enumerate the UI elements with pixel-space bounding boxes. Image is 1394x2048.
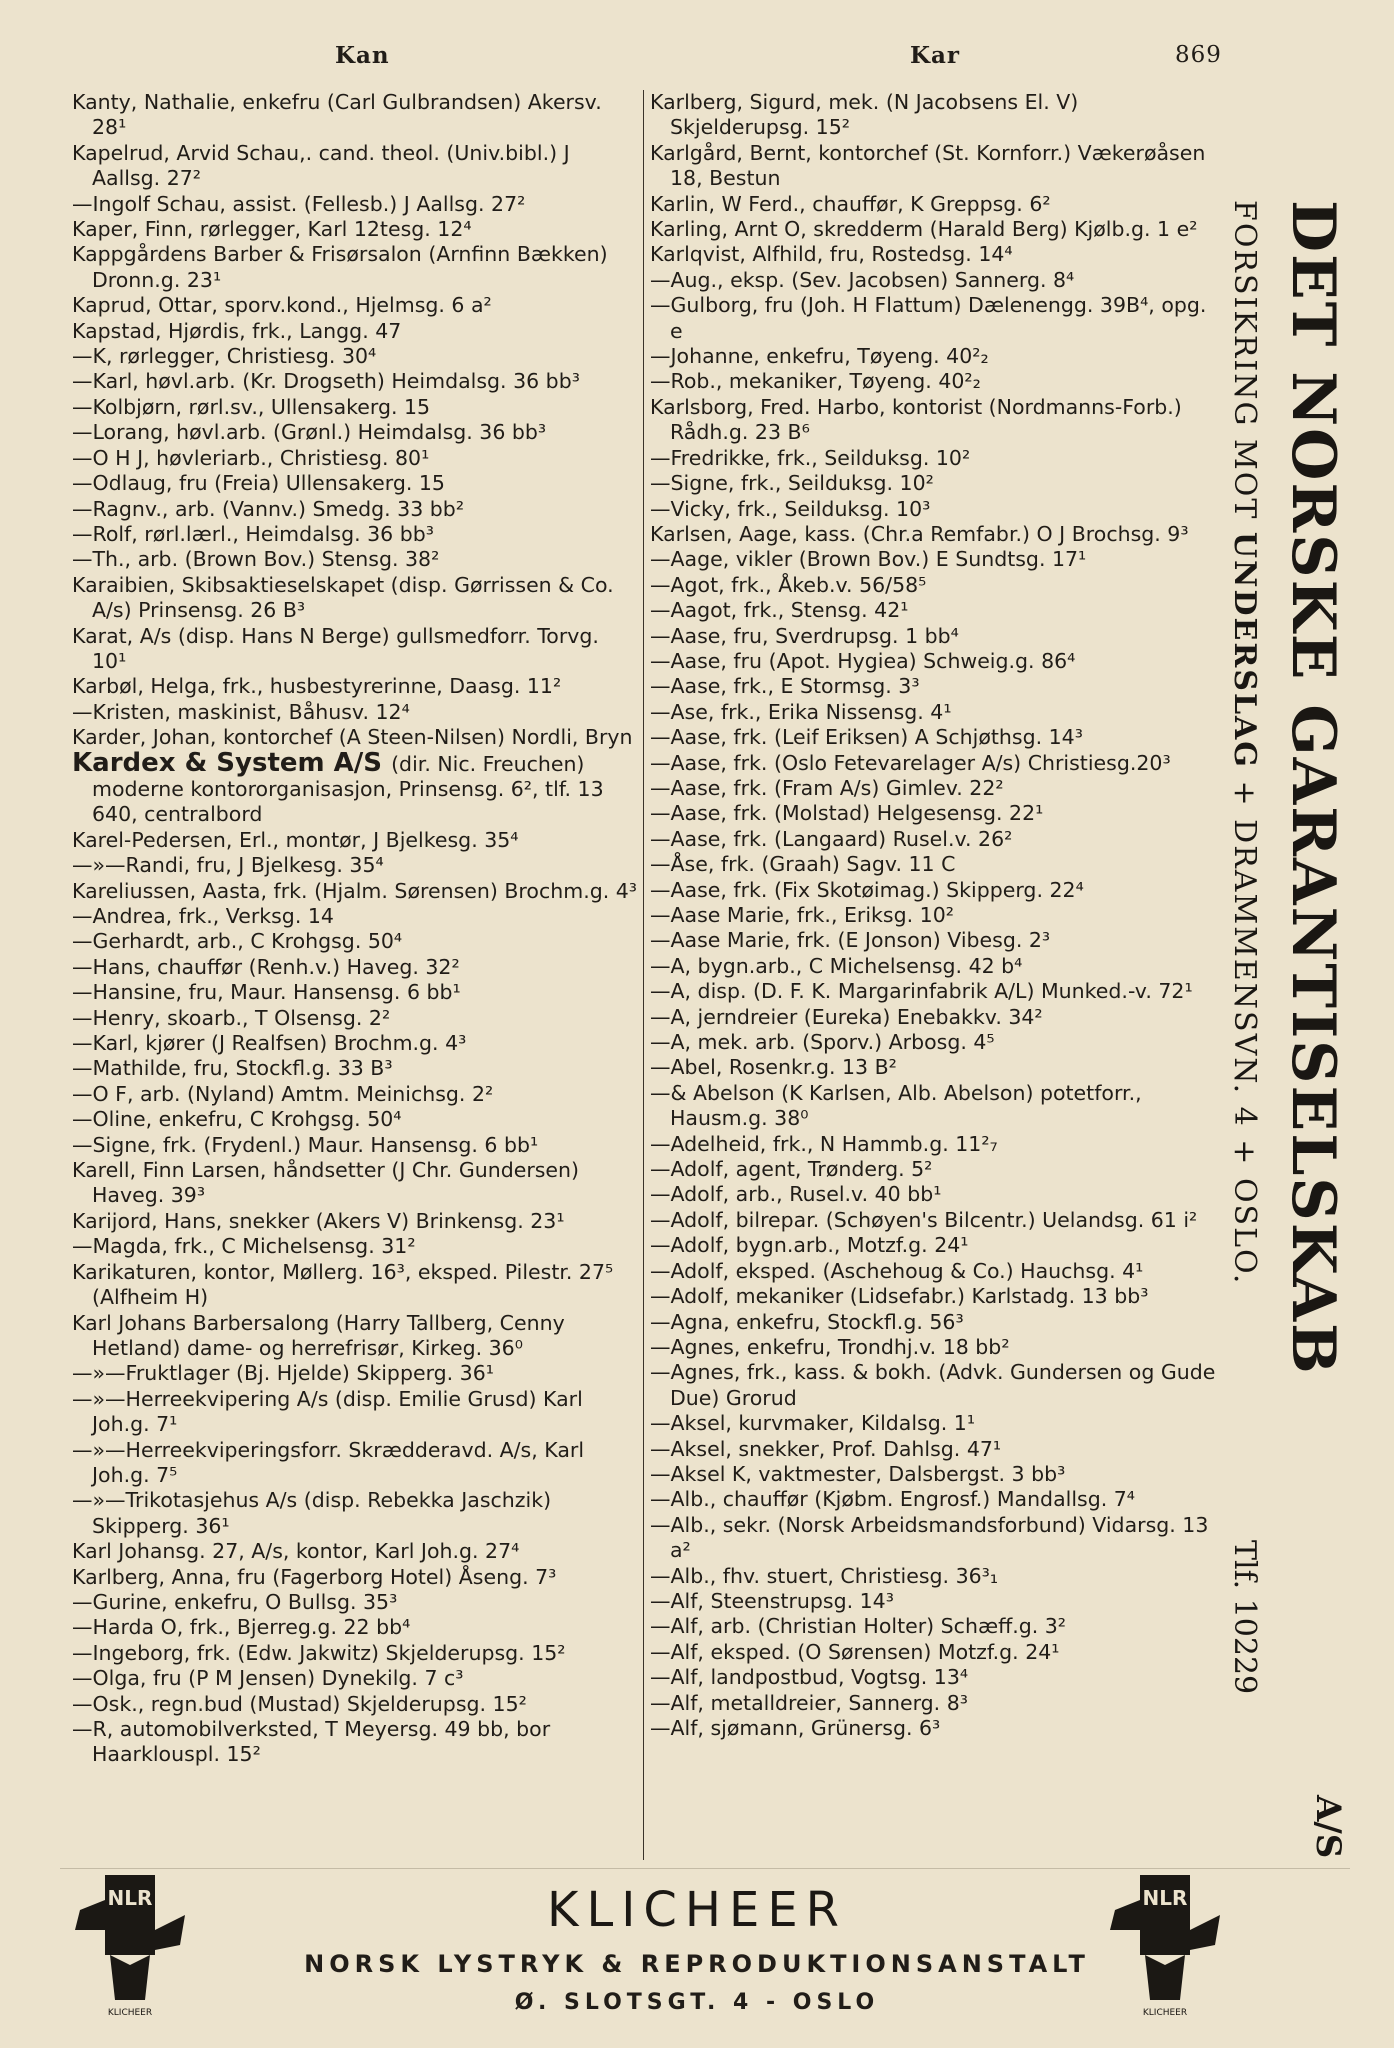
directory-entry: Karlsborg, Fred. Harbo, kontorist (Nordmanns-Forb.) Rådh.g. 23 B⁶ xyxy=(650,394,1182,445)
directory-entry: —Karl, kjører (J Realfsen) Brochm.g. 4³ xyxy=(72,1031,467,1056)
directory-entry: —»—Trikotasjehus A/s (disp. Rebekka Jaschzik) Skipperg. 36¹ xyxy=(72,1488,552,1538)
logo-text-left: NLR xyxy=(107,1886,153,1910)
directory-entry: Karl Johansg. 27, A/s, kontor, Karl Joh.g. 27⁴ xyxy=(72,1539,520,1564)
ad-tagline-b: UNDERSLAG xyxy=(1227,531,1262,769)
directory-entry: —Oline, enkefru, C Krohgsg. 50⁴ xyxy=(72,1107,402,1132)
directory-entry: —Kristen, maskinist, Båhusv. 12⁴ xyxy=(72,699,410,724)
directory-entry: —Aksel, kurvmaker, Kildalsg. 1¹ xyxy=(650,1411,976,1436)
directory-entry: —Alf, Steenstrupsg. 14³ xyxy=(650,1588,894,1613)
directory-entry: —Lorang, høvl.arb. (Grønl.) Heimdalsg. 36 bb³ xyxy=(72,420,547,445)
directory-entry: —Ase, frk., Erika Nissensg. 4¹ xyxy=(650,699,952,724)
directory-entry: —Alf, eksped. (O Sørensen) Motzf.g. 24¹ xyxy=(650,1639,1060,1664)
directory-entry: —Ingeborg, frk. (Edw. Jakwitz) Skjelderupsg. 15² xyxy=(72,1640,566,1665)
directory-entry xyxy=(72,747,637,828)
directory-entry: —Alb., chauffør (Kjøbm. Engrosf.) Mandallsg. 7⁴ xyxy=(650,1487,1136,1512)
directory-entry: —Aagot, frk., Stensg. 42¹ xyxy=(650,598,909,623)
directory-entry: —Aase, fru, Sverdrupsg. 1 bb⁴ xyxy=(650,623,959,648)
directory-entry: —R, automobilverksted, T Meyersg. 49 bb, bor Haarklouspl. 15² xyxy=(72,1717,551,1767)
directory-entry: —Adolf, bygn.arb., Motzf.g. 24¹ xyxy=(650,1233,969,1258)
directory-entry: —Andrea, frk., Verksg. 14 xyxy=(72,904,334,928)
directory-entry: —Th., arb. (Brown Bov.) Stensg. 38² xyxy=(72,547,440,572)
left-column xyxy=(72,90,637,1768)
directory-entry: —Alf, metalldreier, Sannerg. 8³ xyxy=(650,1690,968,1715)
ad-tagline-c: + DRAMMENSVN. 4 + OSLO. xyxy=(1227,768,1262,1286)
directory-entry: —Agot, frk., Åkeb.v. 56/58⁵ xyxy=(650,572,927,597)
entry-emphasis: Kardex & System A/S xyxy=(72,747,392,778)
directory-entry: —Åse, frk. (Graah) Sagv. 11 C xyxy=(650,852,956,877)
directory-entry: —Rob., mekaniker, Tøyeng. 40²₂ xyxy=(650,369,981,394)
directory-entry: Kanty, Nathalie, enkefru (Carl Gulbrandsen) Akersv. 28¹ xyxy=(72,90,602,140)
directory-entry: Karlberg, Anna, fru (Fagerborg Hotel) Åseng. 7³ xyxy=(72,1564,557,1589)
directory-entry: —A, jerndreier (Eureka) Enebakkv. 34² xyxy=(650,1004,1043,1029)
directory-entry: —Aksel K, vaktmester, Dalsbergst. 3 bb³ xyxy=(650,1461,1066,1486)
directory-entry: —Odlaug, fru (Freia) Ullensakerg. 15 xyxy=(72,471,445,496)
directory-entry: —Aase, frk. (Fram A/s) Gimlev. 22² xyxy=(650,775,1004,800)
vertical-advertisement xyxy=(1208,200,1358,1880)
klicheer-title: KLICHEER xyxy=(547,1882,847,1938)
directory-entry: Karl Johans Barbersalong (Harry Tallberg, Cenny Hetland) dame- og herrefrisør, Kirkeg. 36⁰ xyxy=(72,1310,565,1360)
logo-text-right: NLR xyxy=(1142,1886,1188,1910)
directory-entry: —Karl, høvl.arb. (Kr. Drogseth) Heimdalsg. 36 bb³ xyxy=(72,369,580,394)
directory-entry: —Osk., regn.bud (Mustad) Skjelderupsg. 15² xyxy=(72,1691,527,1716)
directory-entry: —Aase, fru (Apot. Hygiea) Schweig.g. 86⁴ xyxy=(650,648,1076,673)
directory-entry: —»—Fruktlager (Bj. Hjelde) Skipperg. 36¹ xyxy=(72,1361,494,1386)
directory-entry: —Henry, skoarb., T Olsensg. 2² xyxy=(72,1005,391,1030)
directory-entry: —Alf, arb. (Christian Holter) Schæff.g. 3² xyxy=(650,1614,1067,1639)
directory-entry: Karlberg, Sigurd, mek. (N Jacobsens El. V) Skjelderupsg. 15² xyxy=(650,90,1079,140)
directory-entry: —Aug., eksp. (Sev. Jacobsen) Sannerg. 8⁴ xyxy=(650,267,1075,292)
directory-entry: —Adolf, agent, Trønderg. 5² xyxy=(650,1157,933,1182)
directory-entry: Karat, A/s (disp. Hans N Berge) gullsmedforr. Torvg. 10¹ xyxy=(72,623,599,673)
directory-entry: Karel-Pedersen, Erl., montør, J Bjelkesg. 35⁴ xyxy=(72,827,519,852)
directory-entry: —Olga, fru (P M Jensen) Dynekilg. 7 c³ xyxy=(72,1666,464,1691)
directory-entry: Kapelrud, Arvid Schau,. cand. theol. (Univ.bibl.) J Aallsg. 27² xyxy=(72,140,570,191)
directory-entry: —Aase Marie, frk., Eriksg. 10² xyxy=(650,903,954,927)
directory-entry: —Johanne, enkefru, Tøyeng. 40²₂ xyxy=(650,344,989,369)
running-header-right: Kar xyxy=(910,42,961,69)
directory-entry: Karling, Arnt O, skredderm (Harald Berg) Kjølb.g. 1 e² xyxy=(650,217,1198,242)
directory-entry: —Agnes, frk., kass. & bokh. (Advk. Gundersen og Gude Due) Grorud xyxy=(650,1360,1216,1410)
directory-entry: —O F, arb. (Nyland) Amtm. Meinichsg. 2² xyxy=(72,1081,494,1106)
directory-entry: —Ragnv., arb. (Vannv.) Smedg. 33 bb² xyxy=(72,496,465,521)
directory-entry: —Adelheid, frk., N Hammb.g. 11²₇ xyxy=(650,1131,998,1156)
directory-entry: —Signe, frk. (Frydenl.) Maur. Hansensg. 6 bb¹ xyxy=(72,1132,539,1157)
directory-entry: —A, bygn.arb., C Michelsensg. 42 b⁴ xyxy=(650,953,1023,978)
directory-entry: Kareliussen, Aasta, frk. (Hjalm. Sørensen) Brochm.g. 4³ xyxy=(72,878,638,903)
directory-entry: Karlin, W Ferd., chauffør, K Greppsg. 6² xyxy=(650,191,1051,216)
directory-entry: —Aase, frk. (Oslo Fetevarelager A/s) Christiesg.20³ xyxy=(650,750,1171,775)
running-header-left: Kan xyxy=(335,42,390,69)
ad-tagline-a: FORSIKRING MOT xyxy=(1227,200,1262,532)
bottom-rule xyxy=(60,1868,1350,1869)
directory-entry: —Gerhardt, arb., C Krohgsg. 50⁴ xyxy=(72,929,403,954)
directory-entry: —Aase Marie, frk. (E Jonson) Vibesg. 2³ xyxy=(650,928,1051,953)
directory-entry: —A, disp. (D. F. K. Margarinfabrik A/L) Munked.-v. 72¹ xyxy=(650,979,1193,1004)
directory-entry: —Signe, frk., Seilduksg. 10² xyxy=(650,471,934,496)
directory-entry: —Alb., fhv. stuert, Christiesg. 36³₁ xyxy=(650,1563,999,1588)
directory-entry: —Vicky, frk., Seilduksg. 10³ xyxy=(650,496,931,521)
logo-caption-left: KLICHEER xyxy=(107,2008,153,2018)
directory-entry: —Alb., sekr. (Norsk Arbeidsmandsforbund) Vidarsg. 13 a² xyxy=(650,1512,1209,1563)
klicheer-subtitle: NORSK LYSTRYK & REPRODUKTIONSANSTALT xyxy=(304,1950,1090,1978)
directory-entry: Karder, Johan, kontorchef (A Steen-Nilsen) Nordli, Bryn xyxy=(72,725,633,750)
klicheer-address: Ø. SLOTSGT. 4 - OSLO xyxy=(514,1990,880,2015)
logo-caption-right: KLICHEER xyxy=(1142,2008,1188,2018)
right-column xyxy=(650,90,1218,1741)
directory-entry: Kappgårdens Barber & Frisørsalon (Arnfinn Bækken) Dronn.g. 23¹ xyxy=(72,242,608,292)
directory-entry: —A, mek. arb. (Sporv.) Arbosg. 4⁵ xyxy=(650,1030,995,1055)
directory-entry: —»—Herreekviperingsforr. Skrædderavd. A/s, Karl Joh.g. 7⁵ xyxy=(72,1437,585,1487)
directory-entry: —Fredrikke, frk., Seilduksg. 10² xyxy=(650,445,971,470)
directory-entry: —Aase, frk. (Langaard) Rusel.v. 26² xyxy=(650,826,1013,851)
directory-entry: —Kolbjørn, rørl.sv., Ullensakerg. 15 xyxy=(72,394,431,419)
directory-entry: Karlgård, Bernt, kontorchef (St. Kornforr.) Vækerøåsen 18, Bestun xyxy=(650,140,1206,191)
directory-entry: —O H J, høvleriarb., Christiesg. 80¹ xyxy=(72,445,430,470)
directory-entry: —Gurine, enkefru, O Bullsg. 35³ xyxy=(72,1589,398,1614)
directory-entry: —Alf, landpostbud, Vogtsg. 13⁴ xyxy=(650,1665,969,1690)
ad-tagline xyxy=(1227,200,1262,1285)
directory-entry: —Aase, frk., E Stormsg. 3³ xyxy=(650,674,920,699)
directory-entry: —»—Randi, fru, J Bjelkesg. 35⁴ xyxy=(72,853,384,878)
directory-entry: —Adolf, mekaniker (Lidsefabr.) Karlstadg. 13 bb³ xyxy=(650,1284,1149,1309)
directory-entry: —Hansine, fru, Maur. Hansensg. 6 bb¹ xyxy=(72,980,461,1005)
directory-entry: —Aage, vikler (Brown Bov.) E Sundtsg. 17¹ xyxy=(650,547,1087,572)
directory-entry: —Adolf, arb., Rusel.v. 40 bb¹ xyxy=(650,1182,942,1207)
directory-entry: —Agna, enkefru, Stockfl.g. 56³ xyxy=(650,1309,964,1334)
directory-entry: Kaprud, Ottar, sporv.kond., Hjelmsg. 6 a² xyxy=(72,293,492,318)
directory-entry: Karaibien, Skibsaktieselskapet (disp. Gørrissen & Co. A/s) Prinsensg. 26 B³ xyxy=(72,572,614,623)
directory-entry: —Aase, frk. (Leif Eriksen) A Schjøthsg. 14³ xyxy=(650,725,1083,750)
directory-entry: —Agnes, enkefru, Trondhj.v. 18 bb² xyxy=(650,1334,1010,1359)
directory-entry: Karlsen, Aage, kass. (Chr.a Remfabr.) O J Brochsg. 9³ xyxy=(650,521,1189,546)
entry-text: (dir. Nic. Freuchen) moderne kontororganisasjon, Prinsensg. 6², tlf. 13 640, centralbord xyxy=(92,751,604,827)
directory-entry: Karell, Finn Larsen, håndsetter (J Chr. Gundersen) Haveg. 39³ xyxy=(72,1158,580,1208)
directory-entry: —K, rørlegger, Christiesg. 30⁴ xyxy=(72,344,377,369)
directory-entry: —»—Herreekvipering A/s (disp. Emilie Grusd) Karl Joh.g. 7¹ xyxy=(72,1386,583,1437)
directory-entry: —Aksel, snekker, Prof. Dahlsg. 47¹ xyxy=(650,1436,1002,1461)
ad-phone: Tlf. 10229 xyxy=(1227,1540,1262,1695)
directory-entry: Kapstad, Hjørdis, frk., Langg. 47 xyxy=(72,318,402,343)
directory-entry: Karijord, Hans, snekker (Akers V) Brinkensg. 23¹ xyxy=(72,1208,565,1233)
directory-entry: Kaper, Finn, rørlegger, Karl 12tesg. 12⁴ xyxy=(72,217,472,242)
directory-entry: —Aase, frk. (Fix Skotøimag.) Skipperg. 22⁴ xyxy=(650,877,1084,902)
directory-entry: —Ingolf Schau, assist. (Fellesb.) J Aallsg. 27² xyxy=(72,191,526,216)
directory-entry: —& Abelson (K Karlsen, Alb. Abelson) potetforr., Hausm.g. 38⁰ xyxy=(650,1080,1142,1131)
directory-entry: —Harda O, frk., Bjerreg.g. 22 bb⁴ xyxy=(72,1615,411,1640)
directory-entry: —Adolf, eksped. (Aschehoug & Co.) Hauchsg. 4¹ xyxy=(650,1258,1144,1283)
ad-company-name: DET NORSKE GARANTISELSKAB xyxy=(1278,200,1348,1376)
directory-entry: —Adolf, bilrepar. (Schøyen's Bilcentr.) Uelandsg. 61 i² xyxy=(650,1207,1198,1232)
directory-entry: —Alf, sjømann, Grünersg. 6³ xyxy=(650,1716,941,1740)
directory-entry: —Aase, frk. (Molstad) Helgesensg. 22¹ xyxy=(650,801,1044,826)
directory-entry: —Rolf, rørl.lærl., Heimdalsg. 36 bb³ xyxy=(72,521,434,546)
directory-entry: Karbøl, Helga, frk., husbestyrerinne, Daasg. 11² xyxy=(72,674,562,699)
column-divider xyxy=(643,90,644,1860)
directory-entry: —Mathilde, fru, Stockfl.g. 33 B³ xyxy=(72,1056,393,1081)
nlr-logo-right xyxy=(1105,1870,1225,2020)
directory-entry: Karlqvist, Alfhild, fru, Rostedsg. 14⁴ xyxy=(650,242,1013,267)
directory-entry: —Hans, chauffør (Renh.v.) Haveg. 32² xyxy=(72,954,460,979)
page-number: 869 xyxy=(1175,42,1222,68)
directory-entry: —Gulborg, fru (Joh. H Flattum) Dælenengg. 39B⁴, opg. e xyxy=(650,293,1207,343)
directory-entry: Karikaturen, kontor, Møllerg. 16³, eksped. Pilestr. 27⁵ (Alfheim H) xyxy=(72,1259,614,1310)
directory-entry: —Magda, frk., C Michelsensg. 31² xyxy=(72,1234,416,1259)
directory-entry: —Abel, Rosenkr.g. 13 B² xyxy=(650,1055,897,1080)
ad-company-suffix: A/S xyxy=(1308,1795,1348,1859)
